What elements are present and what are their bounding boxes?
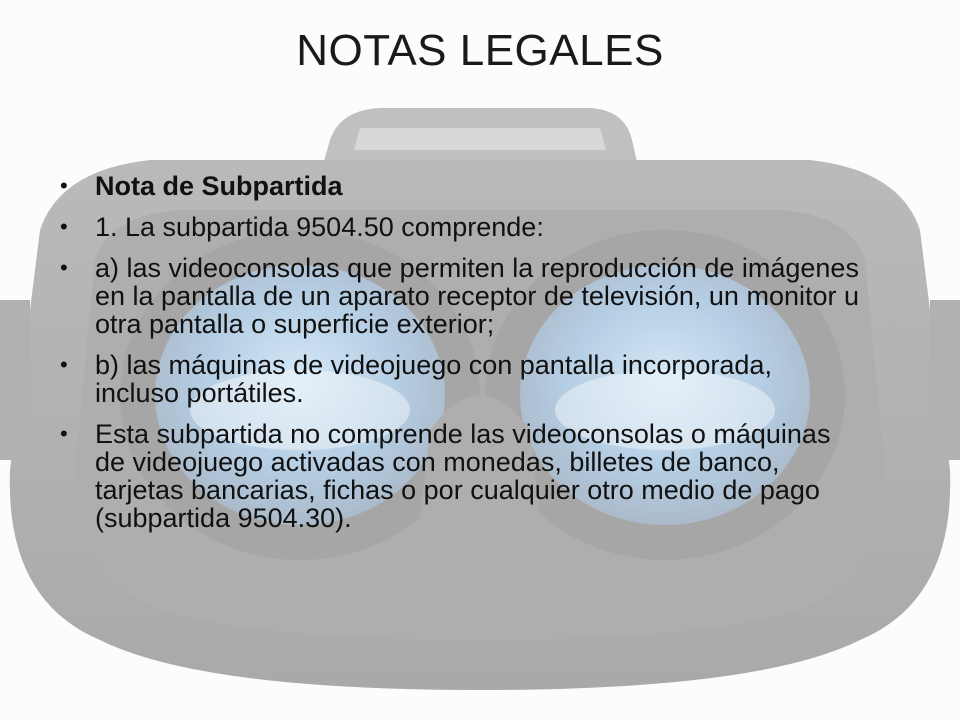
bullet-icon: • <box>60 421 68 446</box>
list-item <box>60 254 860 338</box>
bullet-text: 1. La subpartida 9504.50 comprende: <box>95 212 544 242</box>
list-item <box>60 213 860 241</box>
bullet-icon: • <box>60 352 68 377</box>
bullet-list <box>60 172 860 545</box>
bullet-text: a) las videoconsolas que permiten la reproducción de imágenes en la pantalla de un aparato receptor de televisión, un monitor u otra pantalla o superficie exterior; <box>95 253 860 339</box>
bullet-text: b) las máquinas de videojuego con pantalla incorporada, incluso portátiles. <box>95 350 772 408</box>
bullet-text: Esta subpartida no comprende las videoconsolas o máquinas de videojuego activadas con monedas, billetes de banco, tarjetas bancarias, fichas o por cualquier otro medio de pago (subpartida 9504.30). <box>95 419 831 533</box>
bullet-icon: • <box>60 214 68 239</box>
bullet-text: Nota de Subpartida <box>95 171 343 201</box>
slide-title: NOTAS LEGALES <box>296 26 664 75</box>
list-item <box>60 351 860 407</box>
bullet-icon: • <box>60 255 68 280</box>
list-item <box>60 172 860 200</box>
list-item <box>60 420 860 532</box>
bullet-icon: • <box>60 173 68 198</box>
